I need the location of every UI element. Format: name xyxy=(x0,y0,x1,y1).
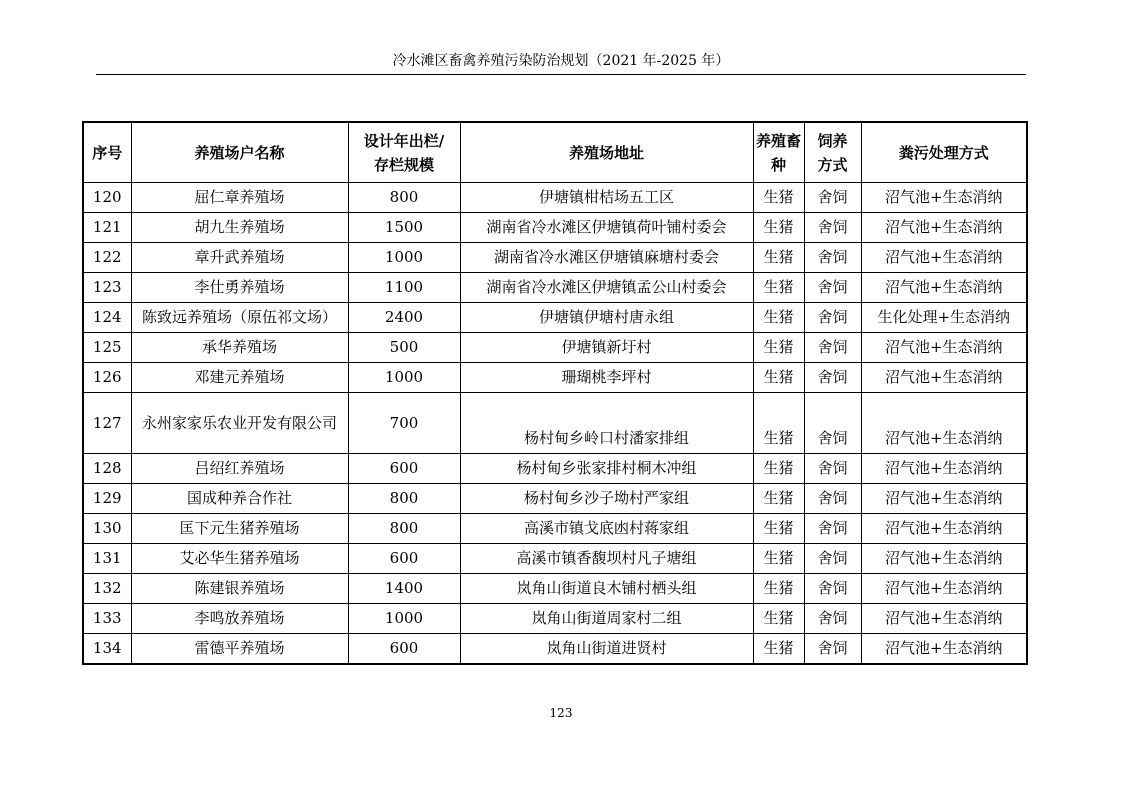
cell-name: 李仕勇养殖场 xyxy=(131,273,348,303)
cell-name: 国成种养合作社 xyxy=(131,484,348,514)
cell-no: 133 xyxy=(83,604,131,634)
table-row xyxy=(83,393,1027,454)
cell-treatment: 沼气池+生态消纳 xyxy=(861,243,1027,273)
cell-no: 121 xyxy=(83,213,131,243)
table-row xyxy=(83,484,1027,514)
cell-species: 生猪 xyxy=(753,574,804,604)
column-header-no: 序号 xyxy=(83,122,131,183)
table-row xyxy=(83,604,1027,634)
column-header-treatment: 粪污处理方式 xyxy=(861,122,1027,183)
cell-species: 生猪 xyxy=(753,213,804,243)
cell-no: 134 xyxy=(83,634,131,665)
cell-no: 124 xyxy=(83,303,131,333)
cell-name: 屈仁章养殖场 xyxy=(131,183,348,213)
cell-address: 杨村甸乡张家排村桐木冲组 xyxy=(460,454,753,484)
cell-name: 吕绍红养殖场 xyxy=(131,454,348,484)
cell-feeding: 舍饲 xyxy=(804,213,861,243)
cell-feeding: 舍饲 xyxy=(804,484,861,514)
cell-feeding: 舍饲 xyxy=(804,393,861,454)
cell-scale: 800 xyxy=(348,183,460,213)
page-number: 123 xyxy=(549,706,573,720)
cell-scale: 1500 xyxy=(348,213,460,243)
cell-scale: 600 xyxy=(348,634,460,665)
cell-address: 湖南省冷水滩区伊塘镇荷叶铺村委会 xyxy=(460,213,753,243)
cell-no: 128 xyxy=(83,454,131,484)
table-header-row xyxy=(83,122,1027,183)
cell-feeding: 舍饲 xyxy=(804,454,861,484)
cell-scale: 600 xyxy=(348,544,460,574)
cell-address: 湖南省冷水滩区伊塘镇孟公山村委会 xyxy=(460,273,753,303)
cell-species: 生猪 xyxy=(753,183,804,213)
cell-species: 生猪 xyxy=(753,454,804,484)
column-header-address: 养殖场地址 xyxy=(460,122,753,183)
cell-name: 陈建银养殖场 xyxy=(131,574,348,604)
cell-scale: 1000 xyxy=(348,363,460,393)
cell-feeding: 舍饲 xyxy=(804,273,861,303)
cell-name: 承华养殖场 xyxy=(131,333,348,363)
cell-scale: 1000 xyxy=(348,604,460,634)
header-rule xyxy=(96,74,1026,75)
running-header: 冷水滩区畜禽养殖污染防治规划（2021 年-2025 年） xyxy=(392,53,730,69)
cell-treatment: 沼气池+生态消纳 xyxy=(861,393,1027,454)
cell-treatment: 沼气池+生态消纳 xyxy=(861,363,1027,393)
cell-treatment: 沼气池+生态消纳 xyxy=(861,454,1027,484)
cell-name: 雷德平养殖场 xyxy=(131,634,348,665)
cell-no: 125 xyxy=(83,333,131,363)
cell-name: 艾必华生猪养殖场 xyxy=(131,544,348,574)
cell-treatment: 沼气池+生态消纳 xyxy=(861,514,1027,544)
cell-species: 生猪 xyxy=(753,393,804,454)
cell-treatment: 沼气池+生态消纳 xyxy=(861,604,1027,634)
cell-species: 生猪 xyxy=(753,634,804,665)
cell-no: 127 xyxy=(83,393,131,454)
cell-scale: 1000 xyxy=(348,243,460,273)
table-row xyxy=(83,634,1027,665)
cell-address: 湖南省冷水滩区伊塘镇麻塘村委会 xyxy=(460,243,753,273)
cell-feeding: 舍饲 xyxy=(804,363,861,393)
cell-name: 邓建元养殖场 xyxy=(131,363,348,393)
column-header-feeding: 饲养方式 xyxy=(804,122,861,183)
cell-species: 生猪 xyxy=(753,544,804,574)
farm-table xyxy=(82,121,1028,665)
cell-treatment: 沼气池+生态消纳 xyxy=(861,333,1027,363)
table-row xyxy=(83,454,1027,484)
cell-species: 生猪 xyxy=(753,363,804,393)
cell-species: 生猪 xyxy=(753,333,804,363)
cell-feeding: 舍饲 xyxy=(804,333,861,363)
cell-no: 122 xyxy=(83,243,131,273)
cell-no: 129 xyxy=(83,484,131,514)
table-row xyxy=(83,273,1027,303)
cell-address: 珊瑚桃李坪村 xyxy=(460,363,753,393)
table-row xyxy=(83,333,1027,363)
cell-no: 130 xyxy=(83,514,131,544)
cell-no: 126 xyxy=(83,363,131,393)
cell-feeding: 舍饲 xyxy=(804,183,861,213)
cell-feeding: 舍饲 xyxy=(804,544,861,574)
cell-address: 伊塘镇新圩村 xyxy=(460,333,753,363)
cell-species: 生猪 xyxy=(753,243,804,273)
table-row xyxy=(83,514,1027,544)
table-row xyxy=(83,544,1027,574)
cell-species: 生猪 xyxy=(753,303,804,333)
cell-address: 伊塘镇柑桔场五工区 xyxy=(460,183,753,213)
cell-treatment: 沼气池+生态消纳 xyxy=(861,484,1027,514)
table-row xyxy=(83,303,1027,333)
cell-no: 123 xyxy=(83,273,131,303)
cell-feeding: 舍饲 xyxy=(804,634,861,665)
cell-species: 生猪 xyxy=(753,273,804,303)
cell-address: 高溪市镇香馥坝村凡子塘组 xyxy=(460,544,753,574)
cell-scale: 600 xyxy=(348,454,460,484)
cell-name: 永州家家乐农业开发有限公司 xyxy=(131,393,348,454)
cell-species: 生猪 xyxy=(753,484,804,514)
table-row xyxy=(83,574,1027,604)
cell-treatment: 生化处理+生态消纳 xyxy=(861,303,1027,333)
table-row xyxy=(83,183,1027,213)
cell-address: 岚角山街道进贤村 xyxy=(460,634,753,665)
cell-name: 匡下元生猪养殖场 xyxy=(131,514,348,544)
cell-address: 岚角山街道良木铺村栖头组 xyxy=(460,574,753,604)
cell-address: 杨村甸乡岭口村潘家排组 xyxy=(460,393,753,454)
cell-name: 李鸣放养殖场 xyxy=(131,604,348,634)
cell-treatment: 沼气池+生态消纳 xyxy=(861,213,1027,243)
cell-treatment: 沼气池+生态消纳 xyxy=(861,634,1027,665)
table-row xyxy=(83,243,1027,273)
cell-feeding: 舍饲 xyxy=(804,514,861,544)
cell-no: 131 xyxy=(83,544,131,574)
cell-name: 胡九生养殖场 xyxy=(131,213,348,243)
table-row xyxy=(83,363,1027,393)
cell-scale: 700 xyxy=(348,393,460,454)
column-header-name: 养殖场户名称 xyxy=(131,122,348,183)
cell-species: 生猪 xyxy=(753,514,804,544)
cell-address: 岚角山街道周家村二组 xyxy=(460,604,753,634)
cell-no: 132 xyxy=(83,574,131,604)
cell-scale: 1100 xyxy=(348,273,460,303)
table-row xyxy=(83,213,1027,243)
cell-feeding: 舍饲 xyxy=(804,303,861,333)
cell-treatment: 沼气池+生态消纳 xyxy=(861,574,1027,604)
cell-scale: 800 xyxy=(348,514,460,544)
cell-treatment: 沼气池+生态消纳 xyxy=(861,544,1027,574)
cell-feeding: 舍饲 xyxy=(804,243,861,273)
cell-scale: 500 xyxy=(348,333,460,363)
cell-treatment: 沼气池+生态消纳 xyxy=(861,183,1027,213)
cell-address: 杨村甸乡沙子坳村严家组 xyxy=(460,484,753,514)
table-body xyxy=(83,183,1027,665)
cell-feeding: 舍饲 xyxy=(804,604,861,634)
column-header-scale: 设计年出栏/存栏规模 xyxy=(348,122,460,183)
cell-name: 陈致远养殖场（原伍祁文场） xyxy=(131,303,348,333)
cell-name: 章升武养殖场 xyxy=(131,243,348,273)
column-header-species: 养殖畜种 xyxy=(753,122,804,183)
cell-scale: 800 xyxy=(348,484,460,514)
cell-species: 生猪 xyxy=(753,604,804,634)
cell-feeding: 舍饲 xyxy=(804,574,861,604)
cell-scale: 2400 xyxy=(348,303,460,333)
cell-address: 伊塘镇伊塘村唐永组 xyxy=(460,303,753,333)
cell-address: 高溪市镇戈底凼村蒋家组 xyxy=(460,514,753,544)
cell-no: 120 xyxy=(83,183,131,213)
cell-scale: 1400 xyxy=(348,574,460,604)
cell-treatment: 沼气池+生态消纳 xyxy=(861,273,1027,303)
